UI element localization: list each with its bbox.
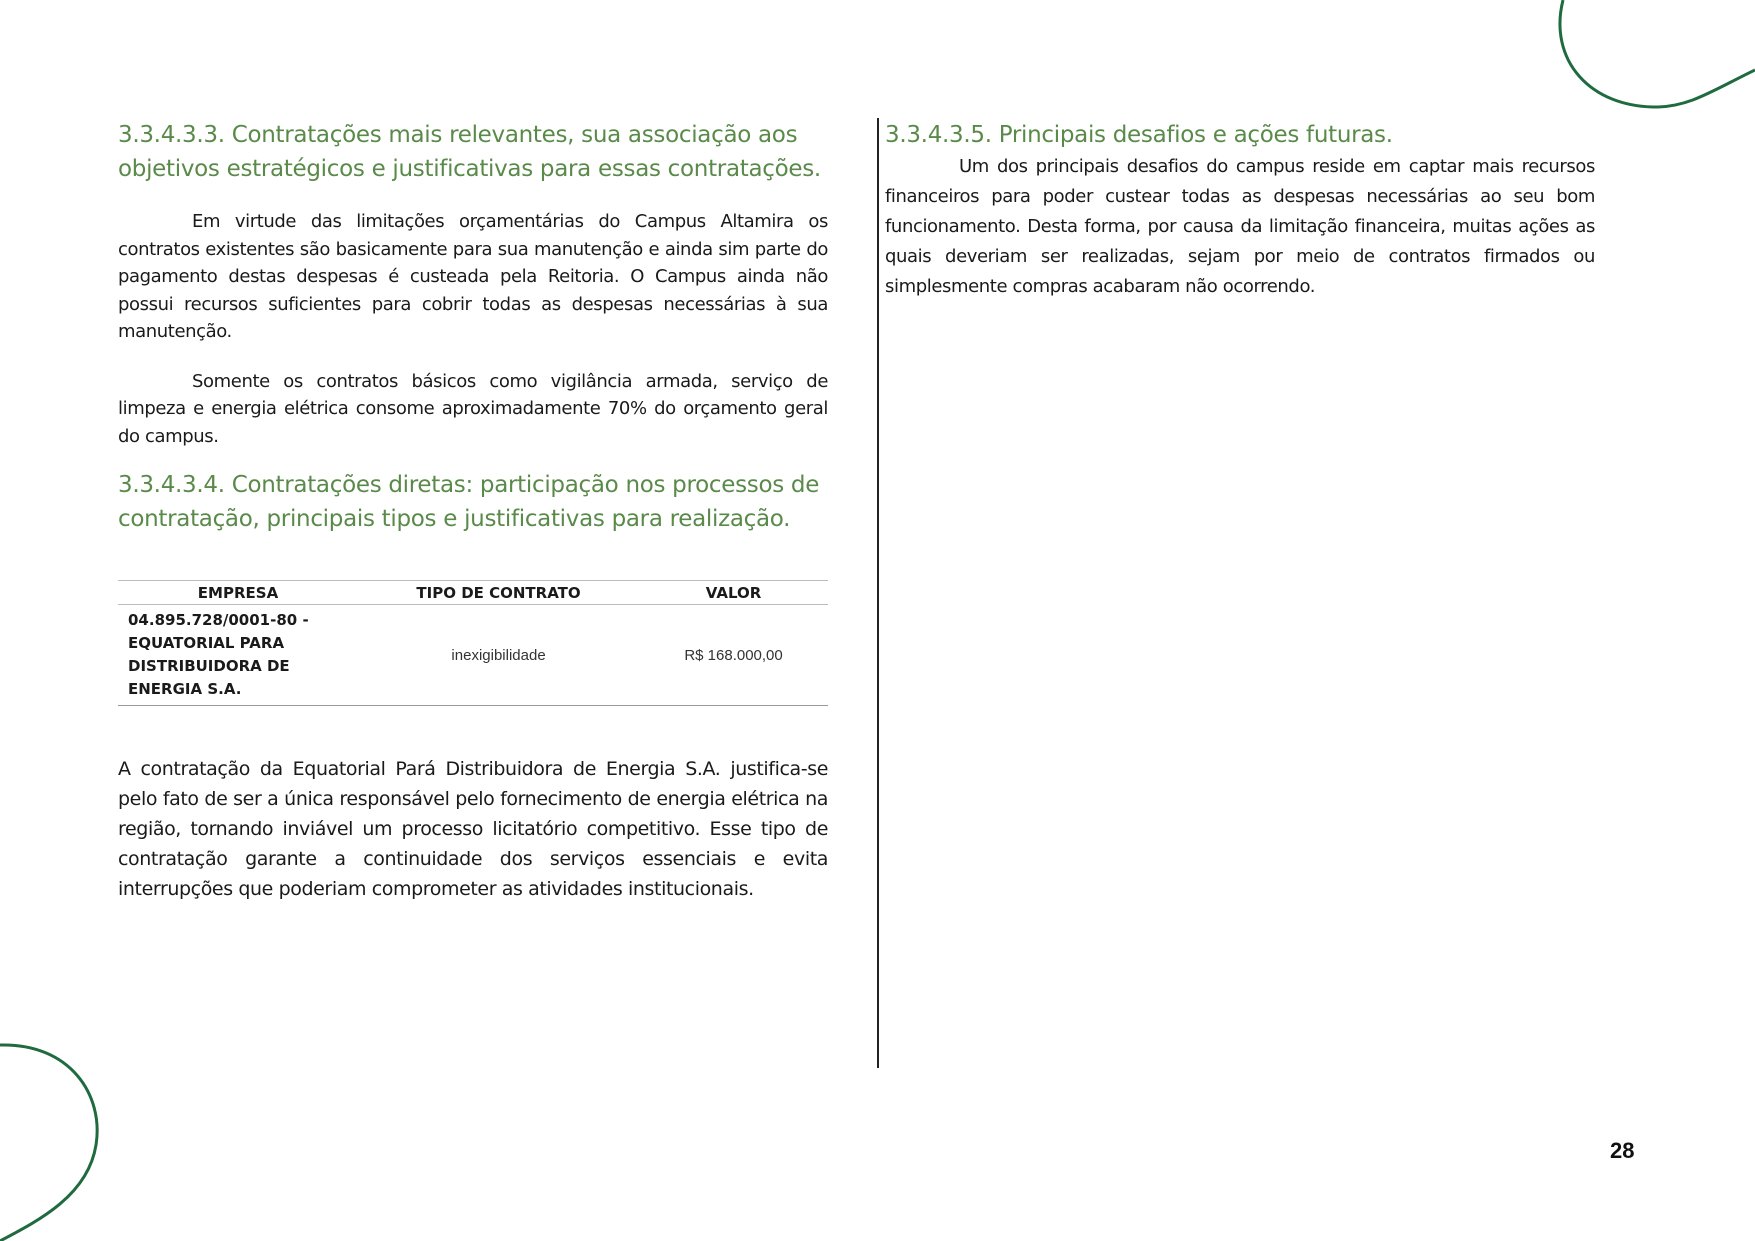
cell-valor: R$ 168.000,00 — [639, 605, 828, 706]
header-valor: VALOR — [639, 581, 828, 605]
paragraph-desafios: Um dos principais desafios do campus reside em captar mais recursos financeiros para poder custear todas as despesas necessárias ao seu bom funcionamento. Desta forma, por causa da limitação financeira, muitas ações as quais deveriam ser realizadas, sejam por meio de contratos firmados ou simplesmente compras acabaram não ocorrendo. — [885, 156, 1595, 297]
contracts-table — [118, 580, 828, 706]
bottom-left-curve — [0, 1045, 97, 1241]
heading-contratacoes-relevantes: 3.3.4.3.3. Contratações mais relevantes, sua associação aos objetivos estratégicos e justificativas para essas contratações. — [118, 122, 821, 182]
heading-desafios: 3.3.4.3.5. Principais desafios e ações futuras. — [885, 122, 1393, 148]
left-column — [118, 118, 828, 904]
paragraph-limitacoes: Em virtude das limitações orçamentárias do Campus Altamira os contratos existentes são basicamente para sua manutenção e ainda sim parte do pagamento destas despesas é custeada pela Reitoria. O Campus ainda não possui recursos suficientes para cobrir todas as despesas necessárias à sua manutenção. — [118, 211, 828, 342]
header-tipo: TIPO DE CONTRATO — [358, 581, 639, 605]
table-row — [118, 605, 828, 706]
top-right-curve — [1560, 0, 1755, 107]
heading-contratacoes-diretas: 3.3.4.3.4. Contratações diretas: participação nos processos de contratação, principais tipos e justificativas para realização. — [118, 472, 820, 532]
column-divider — [877, 118, 879, 1068]
page-number: 28 — [1610, 1138, 1635, 1163]
paragraph-equatorial: A contratação da Equatorial Pará Distribuidora de Energia S.A. justifica-se pelo fato de ser a única responsável pelo fornecimento de energia elétrica na região, tornando inviável um processo licitatório competitivo. Esse tipo de contratação garante a continuidade dos serviços essenciais e evita interrupções que poderiam comprometer as atividades institucionais. — [118, 758, 828, 900]
table-header-row — [118, 581, 828, 605]
header-empresa: EMPRESA — [118, 581, 358, 605]
paragraph-contratos-basicos: Somente os contratos básicos como vigilância armada, serviço de limpeza e energia elétrica consome aproximadamente 70% do orçamento geral do campus. — [118, 370, 828, 447]
right-column — [885, 118, 1595, 302]
cell-tipo: inexigibilidade — [358, 605, 639, 706]
cell-empresa: 04.895.728/0001-80 - EQUATORIAL PARA DISTRIBUIDORA DE ENERGIA S.A. — [118, 605, 358, 706]
